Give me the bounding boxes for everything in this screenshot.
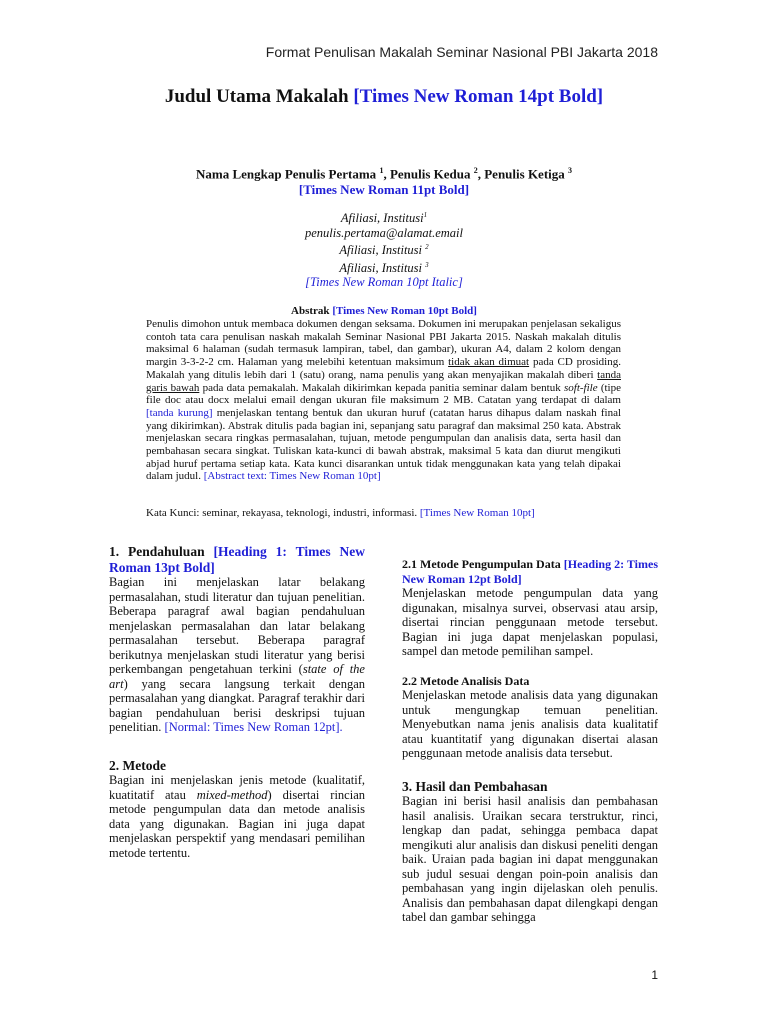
abstract-text-5: menjelaskan tentang bentuk dan ukuran huruf (catatan harus dihapus dalam naskah final yang dikirimkan). Abstrak ditulis pada bagian ini, sepanjang satu paragraf dan maksimal 250 kata. Abstrak menjelaskan secara ringkas permasalahan, tujuan, metode pengumpulan dan analisis data, serta hasil dan pembahasan secara singkat. Tuliskan kata-kunci di bawah abstrak, maksimal 5 kata dan diurut mengikuti abjad huruf pertama setiap kata. Kata kunci disarankan untuk tidak menggunakan kata yang telah dipakai dalam judul. bbox=[146, 406, 622, 483]
abstract-bracket-note: [tanda kurung] bbox=[146, 406, 213, 419]
section-1-text-1: Bagian ini menjelaskan latar belakang permasalahan, studi literatur dan tujuan penelitian. Beberapa paragraf awal bagian pendahuluan menjelaskan permasalahan dan latar belakang permasalahan tersebut. Beberapa paragraf berikutnya menjelaskan studi literatur yang berisi perkembangan pengetahuan terkini ( bbox=[109, 575, 365, 676]
author-1: Nama Lengkap Penulis Pertama bbox=[195, 166, 380, 182]
abstract-text-3: pada data pemakalah. Makalah dikirimkan kepada panitia seminar dalam bentuk bbox=[199, 381, 564, 394]
section-1-heading-note: [Heading 1: Times New Roman 13pt Bold] bbox=[109, 544, 365, 575]
authors-format-note: [Times New Roman 11pt Bold] bbox=[298, 182, 470, 198]
abstract-italic-1: soft-file bbox=[563, 381, 598, 394]
section-2-text-1: Bagian ini menjelaskan jenis metode (kualitatif, kuatitatif atau bbox=[109, 773, 365, 802]
affiliation-3-sup: 3 bbox=[425, 260, 429, 269]
left-column bbox=[109, 544, 365, 860]
title-format-note: [Times New Roman 14pt Bold] bbox=[353, 86, 604, 107]
section-1-paragraph bbox=[109, 575, 365, 735]
affiliation-2 bbox=[0, 240, 768, 258]
keywords-format-note: [Times New Roman 10pt] bbox=[419, 507, 535, 519]
section-3-heading: 3. Hasil dan Pembahasan bbox=[402, 778, 548, 794]
author-names bbox=[0, 163, 768, 182]
section-1-format-note: [Normal: Times New Roman 12pt]. bbox=[164, 720, 343, 734]
right-column bbox=[402, 557, 658, 925]
affiliation-format-note: [Times New Roman 10pt Italic] bbox=[305, 275, 463, 290]
title-text: Judul Utama Makalah bbox=[164, 86, 354, 107]
abstract-heading-note: [Times New Roman 10pt Bold] bbox=[332, 305, 477, 317]
keywords bbox=[146, 507, 621, 520]
abstract-underline-1: tidak akan dimuat bbox=[448, 356, 530, 369]
paper-title bbox=[0, 86, 768, 108]
abstract-text-2: pada CD prosiding. Makalah yang ditulis lebih dari 1 (satu) orang, nama penulis yang akan menyajikan makalah diberi bbox=[146, 356, 621, 381]
author-2: , Penulis Kedua bbox=[383, 166, 474, 182]
author-email: penulis.pertama@alamat.email bbox=[304, 225, 463, 240]
abstract-underline-2: tanda garis bawah bbox=[146, 368, 621, 394]
section-2-1-paragraph: Menjelaskan metode pengumpulan data yang digunakan, misalnya survei, observasi atau arsip, disertai rincian penggunaan metode tersebut. Bagian ini juga dapat menjelaskan populasi, sampel dan metode pemilihan sampel. bbox=[402, 586, 658, 658]
affiliation-1-sup: 1 bbox=[423, 211, 428, 219]
section-2-1-heading bbox=[402, 557, 658, 586]
section-2-2-paragraph: Menjelaskan metode analisis data yang digunakan untuk mengungkap temuan penelitian. Menyebutkan nama jenis analisis data kualitatif atau kuantitatif yang digunakan disertai alasan penggunaan metode analisis data tersebut. bbox=[402, 688, 658, 760]
section-2-1-heading-note: [Heading 2: Times New Roman 12pt Bold] bbox=[402, 557, 658, 586]
affiliations bbox=[0, 208, 768, 290]
section-3-paragraph: Bagian ini berisi hasil analisis dan pembahasan hasil analisis. Uraikan secara terstruktur, rinci, lengkap dan padat, sehingga pembaca dapat mengikuti alur analisis dan diskusi peneliti dengan baik. Uraian pada bagian ini dapat menggunakan sub judul sesuai dengan poin-poin analisis dan pembahasan yang ingin dijelaskan oleh penulis. Analisis dan pembahasan dapat dilengkapi dengan tabel dan gambar sehingga bbox=[402, 794, 658, 924]
author-1-sup: 1 bbox=[379, 166, 384, 175]
abstract-heading bbox=[0, 305, 768, 317]
affiliation-3-text: Afiliasi, Institusi bbox=[339, 260, 426, 275]
section-1-text-2: ) yang secara langsung terkait dengan permasalahan yang diangkat. Paragraf terakhir dari bagian pendahuluan berisi deskripsi tujuan penelitian. bbox=[109, 676, 365, 734]
affiliation-2-sup: 2 bbox=[425, 243, 429, 252]
section-2-text-2: ) disertai rincian metode pengumpulan data dan metode analisis data yang digunakan. Bagian ini juga dapat menjelaskan perspektif yang mendasari pemilihan metode tertentu. bbox=[109, 787, 365, 860]
author-3: , Penulis Ketiga bbox=[477, 166, 569, 182]
author-2-sup: 2 bbox=[473, 166, 478, 175]
abstract-body bbox=[146, 318, 621, 483]
section-1-heading bbox=[109, 544, 365, 575]
section-2-1-heading-text: 2.1 Metode Pengumpulan Data bbox=[402, 557, 564, 571]
abstract-text-1: Penulis dimohon untuk membaca dokumen dengan seksama. Dokumen ini merupakan penjelasan sekaligus contoh tata cara penulisan naskah makalah Seminar Nasional PBI Jakarta 2015. Naskah makalah ditulis maksimal 6 halaman (sudah termasuk lampiran, tabel, dan gambar), ukuran A4, dalam 2 kolom dengan margin 3-3-2-2 cm. Halaman yang melebihi ketentuan maksimum bbox=[146, 318, 621, 369]
section-2-paragraph bbox=[109, 773, 365, 860]
running-header: Format Penulisan Makalah Seminar Nasional PBI Jakarta 2018 bbox=[265, 44, 658, 60]
section-2-italic: mixed-method bbox=[196, 787, 268, 802]
abstract-text-4: (tipe file doc atau docx melalui email dengan ukuran file maksimum 2 MB. Catatan yang terdapat di dalam bbox=[146, 381, 621, 407]
affiliation-2-text: Afiliasi, Institusi bbox=[339, 243, 426, 258]
section-1-italic: state of the art bbox=[109, 662, 365, 691]
keywords-text: Kata Kunci: seminar, rekayasa, teknologi, industri, informasi. bbox=[146, 507, 420, 519]
section-2-2-heading: 2.2 Metode Analisis Data bbox=[402, 673, 530, 688]
affiliation-1-text: Afiliasi, Institusi bbox=[340, 211, 424, 226]
affiliation-3 bbox=[0, 258, 768, 276]
author-3-sup: 3 bbox=[568, 166, 573, 175]
author-list bbox=[0, 163, 768, 198]
abstract-heading-text: Abstrak bbox=[291, 305, 333, 317]
abstract-format-note: [Abstract text: Times New Roman 10pt] bbox=[203, 470, 381, 483]
section-1-heading-text: 1. Pendahuluan bbox=[109, 544, 214, 559]
section-2-heading: 2. Metode bbox=[109, 757, 166, 773]
page-number: 1 bbox=[651, 968, 658, 982]
affiliation-1 bbox=[0, 208, 768, 226]
